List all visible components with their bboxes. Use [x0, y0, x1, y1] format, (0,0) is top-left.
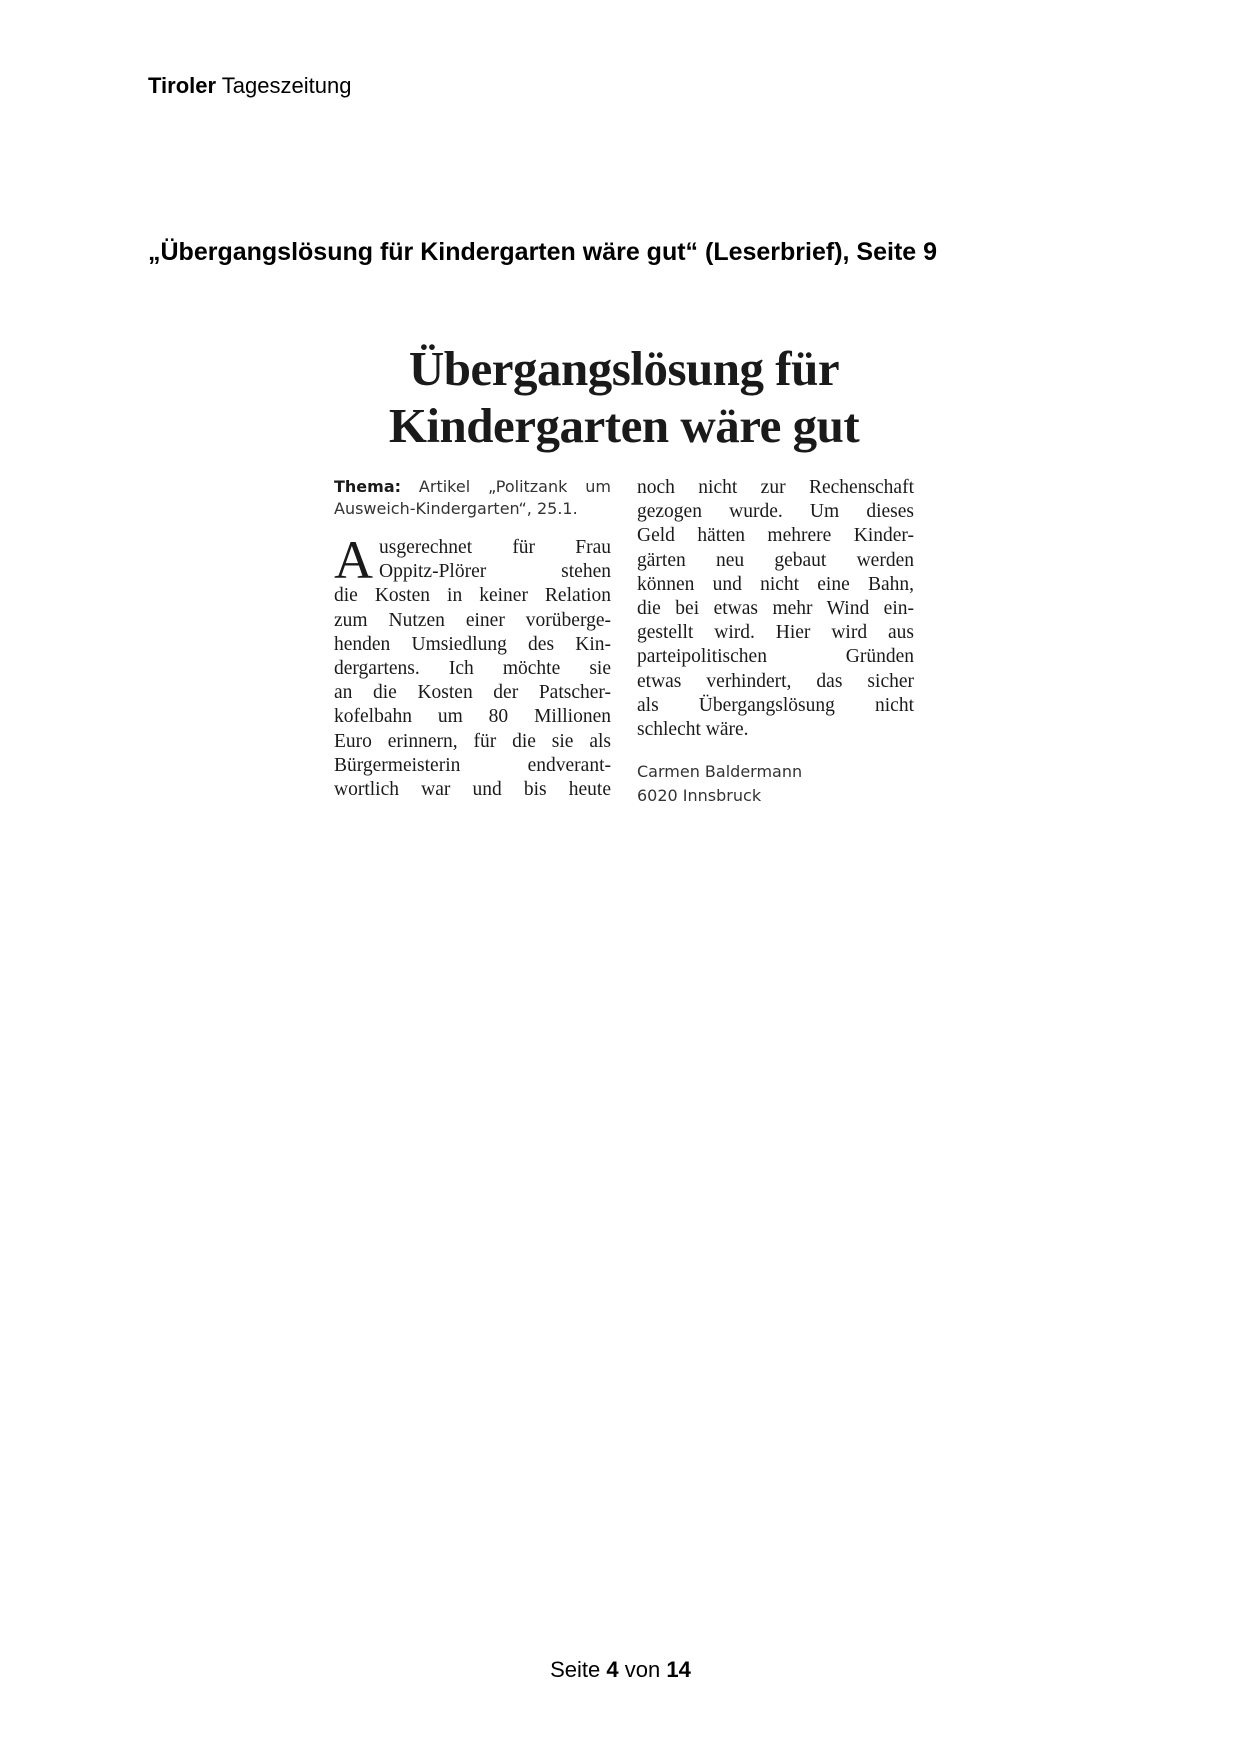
masthead-brand-regular: Tageszeitung	[221, 73, 352, 98]
clipping-headline-line-2: Kindergarten wäre gut	[388, 398, 860, 453]
body-line: Bürgermeisterin endverant-	[334, 754, 611, 776]
publication-masthead	[148, 72, 351, 100]
masthead-brand-bold: Tiroler	[148, 73, 217, 98]
body-line: parteipolitischen Gründen	[637, 646, 914, 668]
body-line: noch nicht zur Rechenschaft	[637, 477, 914, 498]
thema-note	[334, 476, 611, 520]
body-line: gezogen wurde. Um dieses	[637, 501, 914, 523]
document-title: „Übergangslösung für Kindergarten wäre gut“ (Leserbrief), Seite 9	[148, 238, 938, 266]
footer-prefix: Seite	[550, 1657, 601, 1682]
body-line: etwas verhindert, das sicher	[637, 670, 914, 692]
body-line: dergartens. Ich möchte sie	[334, 658, 611, 680]
body-line: gestellt wird. Hier wird aus	[637, 622, 914, 644]
body-line: können und nicht eine Bahn,	[637, 573, 914, 595]
body-line: Oppitz-Plörer stehen	[379, 561, 611, 583]
clipping-headline	[334, 340, 914, 454]
body-line: Euro erinnern, für die sie als	[334, 730, 611, 752]
author-name: Carmen Baldermann	[637, 762, 803, 782]
body-line: zum Nutzen einer vorüberge-	[334, 609, 611, 631]
footer-middle: von	[624, 1657, 661, 1682]
body-line: als Übergangslösung nicht	[637, 694, 914, 716]
body-line: usgerechnet für Frau	[379, 537, 611, 558]
newspaper-clipping	[334, 340, 914, 808]
body-line: henden Umsiedlung des Kin-	[334, 633, 611, 655]
author-location: 6020 Innsbruck	[637, 786, 762, 806]
letter-body-right	[637, 476, 914, 742]
column-left	[334, 476, 611, 808]
body-line: wortlich war und bis heute	[334, 779, 611, 801]
column-right	[637, 476, 914, 808]
footer-total-pages: 14	[666, 1657, 691, 1682]
body-line: die Kosten in keiner Relation	[334, 585, 611, 607]
page-number-footer	[0, 1656, 1241, 1684]
footer-current-page: 4	[606, 1657, 619, 1682]
clipping-columns	[334, 476, 914, 808]
body-line: schlecht wäre.	[637, 719, 749, 741]
drop-cap: A	[334, 530, 373, 590]
body-line: gärten neu gebaut werden	[637, 549, 914, 571]
letter-signature	[637, 760, 914, 808]
clipping-headline-line-1: Übergangslösung für	[408, 341, 840, 396]
body-line: die bei etwas mehr Wind ein-	[637, 598, 914, 620]
body-line: Geld hätten mehrere Kinder-	[637, 525, 914, 547]
body-line: an die Kosten der Patscher-	[334, 682, 611, 704]
thema-text: Artikel „Politzank um Ausweich-Kindergarten“, 25.1.	[334, 477, 611, 518]
body-line: kofelbahn um 80 Millionen	[334, 706, 611, 728]
letter-body-left	[334, 530, 611, 802]
thema-label: Thema:	[334, 477, 402, 496]
